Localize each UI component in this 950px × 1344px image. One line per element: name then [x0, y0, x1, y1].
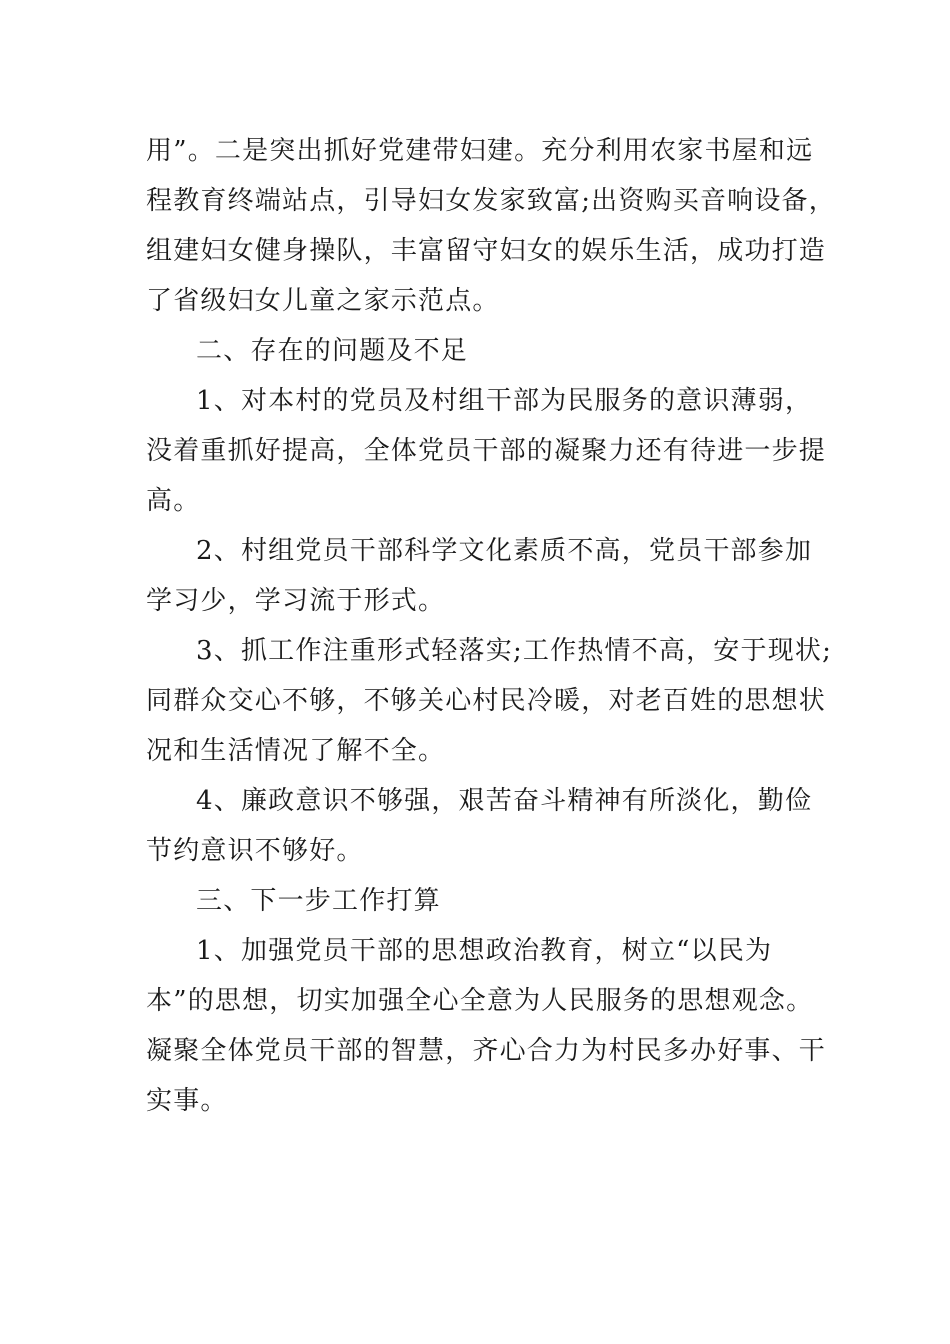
paragraph-line: 程教育终端站点，引导妇女发家致富;出资购买音响设备， — [146, 186, 836, 216]
section-heading: 三、下一步工作打算 — [196, 886, 441, 916]
paragraph-line: 高。 — [146, 486, 201, 516]
section-heading: 二、存在的问题及不足 — [196, 336, 469, 366]
paragraph-line: 2、村组党员干部科学文化素质不高，党员干部参加 — [196, 536, 813, 566]
paragraph-line: 4、廉政意识不够强，艰苦奋斗精神有所淡化，勤俭 — [196, 786, 813, 816]
paragraph-line: 组建妇女健身操队，丰富留守妇女的娱乐生活，成功打造 — [146, 236, 827, 266]
paragraph-line: 1、加强党员干部的思想政治教育，树立“以民为 — [196, 936, 773, 966]
paragraph-line: 学习少，学习流于形式。 — [146, 586, 446, 616]
paragraph-line: 了省级妇女儿童之家示范点。 — [146, 286, 500, 316]
paragraph-line: 实事。 — [146, 1086, 228, 1116]
paragraph-line: 同群众交心不够，不够关心村民冷暖，对老百姓的思想状 — [146, 686, 827, 716]
paragraph-line: 凝聚全体党员干部的智慧，齐心合力为村民多办好事、干 — [146, 1036, 827, 1066]
paragraph-line: 1、对本村的党员及村组干部为民服务的意识薄弱， — [196, 386, 813, 416]
paragraph-line: 况和生活情况了解不全。 — [146, 736, 446, 766]
paragraph-line: 本”的思想，切实加强全心全意为人民服务的思想观念。 — [146, 986, 814, 1016]
paragraph-line: 用”。二是突出抓好党建带妇建。充分利用农家书屋和远 — [146, 136, 814, 166]
paragraph-line: 没着重抓好提高，全体党员干部的凝聚力还有待进一步提 — [146, 436, 827, 466]
paragraph-line: 节约意识不够好。 — [146, 836, 364, 866]
paragraph-line: 3、抓工作注重形式轻落实;工作热情不高，安于现状; — [196, 636, 833, 666]
